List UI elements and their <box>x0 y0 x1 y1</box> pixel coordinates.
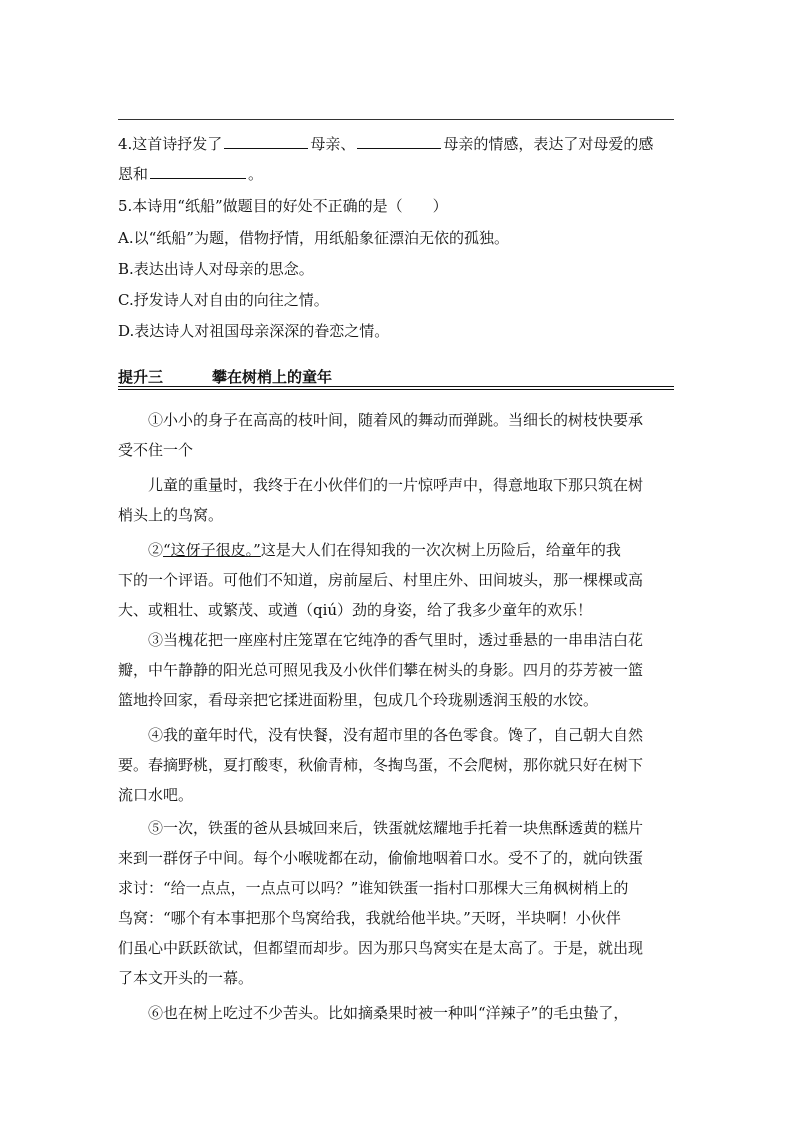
paragraph-4 <box>118 720 678 810</box>
p2-line-3: 大、或粗壮、或繁茂、或遒（qiú）劲的身姿，给了我多少童年的欢乐！ <box>118 601 593 619</box>
answer-blank-1[interactable] <box>224 134 308 149</box>
p1b-line-1: 儿童的重量时，我终于在小伙伴们的一片惊呼声中，得意地取下那只筑在树 <box>148 476 644 494</box>
p1b-line-2: 梢头上的鸟窝。 <box>118 506 224 524</box>
section-title: 攀在树梢上的童年 <box>212 368 333 386</box>
paragraph-5 <box>118 813 678 993</box>
answer-blank-3[interactable] <box>150 164 246 179</box>
question-5-stem: 5.本诗用“纸船”做题目的好处不正确的是（ ） <box>118 197 448 215</box>
q4-text-1: 4.这首诗抒发了 <box>118 135 223 153</box>
q4-text-4: 恩和 <box>118 165 149 183</box>
p2-quote: “这伢子很皮。” <box>163 541 261 559</box>
paragraph-2 <box>118 535 678 625</box>
p5-line-2: 来到一群伢子中间。每个小喉咙都在动，偷偷地咽着口水。受不了的，就向铁蛋 <box>118 849 644 867</box>
p4-line-1: ④我的童年时代，没有快餐，没有超市里的各色零食。馋了，自己朝大自然 <box>148 726 644 744</box>
question-4-line-2 <box>118 164 263 184</box>
p2-number: ② <box>148 541 164 559</box>
p5-line-4: 鸟窝：“哪个有本事把那个鸟窝给我，我就给他半块。”天呀，半块啊！小伙伴 <box>118 909 621 927</box>
p3-line-1: ③当槐花把一座座村庄笼罩在它纯净的香气里时，透过垂悬的一串串洁白花 <box>148 631 644 649</box>
p1-line-1: ①小小的身子在高高的枝叶间，随着风的舞动而弹跳。当细长的树枝快要承 <box>148 411 644 429</box>
answer-blank-2[interactable] <box>357 134 441 149</box>
p2-line-1 <box>118 535 678 565</box>
paragraph-1 <box>118 405 678 465</box>
paragraph-1b <box>118 470 678 530</box>
question-4-line-1 <box>118 134 653 154</box>
p6-line-1: ⑥也在树上吃过不少苦头。比如摘桑果时被一种叫“洋辣子”的毛虫蛰了， <box>148 1004 629 1022</box>
p2-line-2: 下的一个评语。可他们不知道，房前屋后、村里庄外、田间坡头，那一棵棵或高 <box>118 571 644 589</box>
section-rule-2 <box>118 389 674 390</box>
paragraph-3 <box>118 625 678 715</box>
p5-line-6: 了本文开头的一幕。 <box>118 969 254 987</box>
section-header <box>118 366 674 388</box>
p4-line-3: 流口水吧。 <box>118 786 194 804</box>
p4-line-2: 要。春摘野桃，夏打酸枣，秋偷青柿，冬掏鸟蛋，不会爬树，那你就只好在树下 <box>118 756 644 774</box>
q4-text-5: 。 <box>248 165 264 183</box>
q4-text-3: 母亲的情感，表达了对母爱的感 <box>443 135 654 153</box>
top-rule <box>118 119 674 120</box>
question-5-option-a[interactable]: A.以“纸船”为题，借物抒情，用纸船象征漂泊无依的孤独。 <box>118 229 509 247</box>
section-rule-1 <box>118 386 674 387</box>
question-5-option-d[interactable]: D.表达诗人对祖国母亲深深的眷恋之情。 <box>118 322 390 340</box>
p5-line-1: ⑤一次，铁蛋的爸从县城回来后，铁蛋就炫耀地手托着一块焦酥透黄的糕片 <box>148 819 644 837</box>
p1-line-2: 受不住一个 <box>118 441 194 459</box>
paragraph-6 <box>118 998 678 1028</box>
p2-rest: 这是大人们在得知我的一次次树上历险后，给童年的我 <box>260 541 621 559</box>
p3-line-3: 篮地拎回家，看母亲把它揉进面粉里，包成几个玲珑剔透润玉般的水饺。 <box>118 691 599 709</box>
p5-line-3: 求讨：“给一点点，一点点可以吗？”谁知铁蛋一指村口那棵大三角枫树梢上的 <box>118 879 629 897</box>
p3-line-2: 瓣，中午静静的阳光总可照见我及小伙伴们攀在树头的身影。四月的芬芳被一篮 <box>118 661 644 679</box>
section-label: 提升三 <box>118 368 164 386</box>
q4-text-2: 母亲、 <box>310 135 356 153</box>
question-5-option-b[interactable]: B.表达出诗人对母亲的思念。 <box>118 260 314 278</box>
p5-line-5: 们虽心中跃跃欲试，但都望而却步。因为那只鸟窝实在是太高了。于是，就出现 <box>118 939 644 957</box>
question-5-option-c[interactable]: C.抒发诗人对自由的向往之情。 <box>118 291 329 309</box>
